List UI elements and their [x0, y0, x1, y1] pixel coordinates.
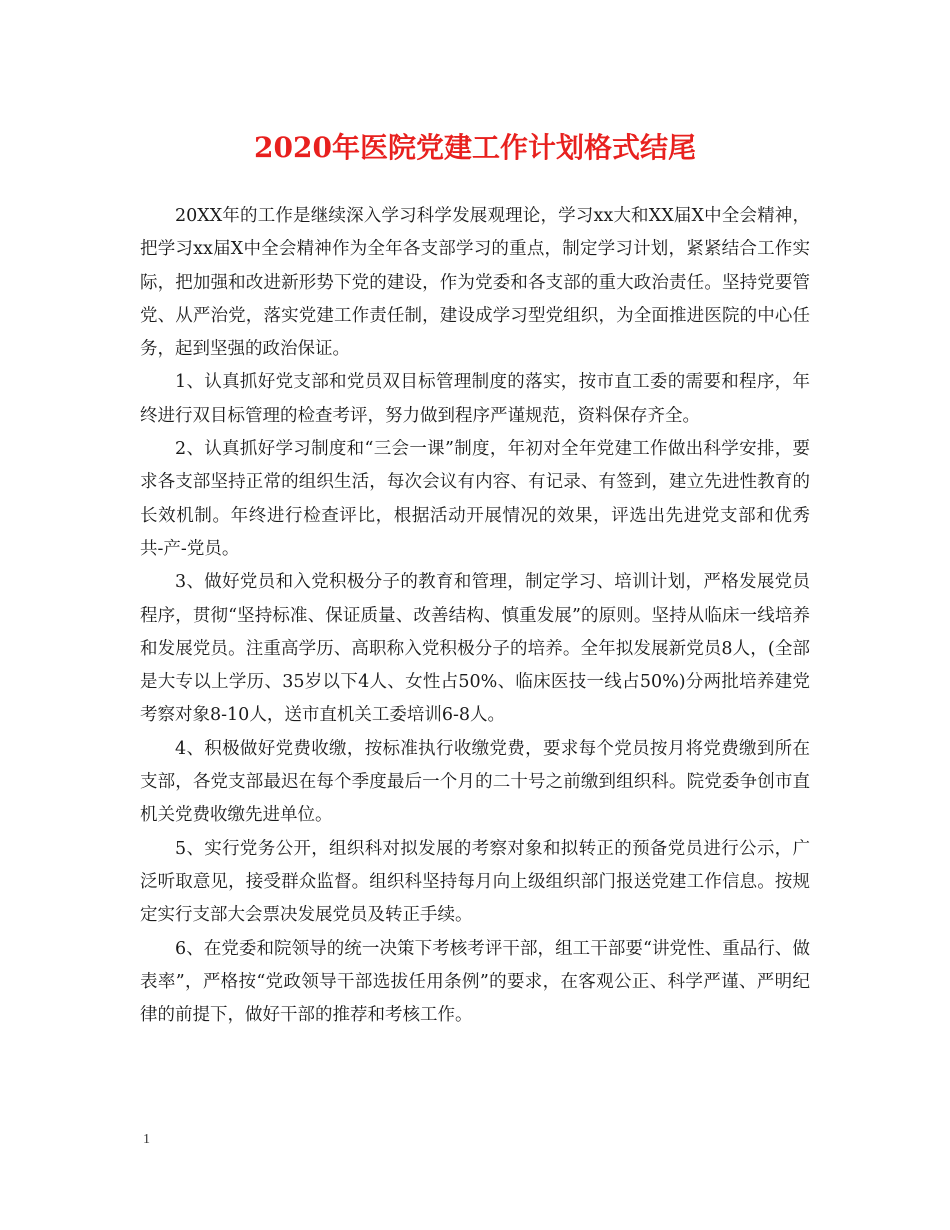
item-paragraph-1: 1、认真抓好党支部和党员双目标管理制度的落实，按市直工委的需要和程序，年终进行双目标管理的检查考评，努力做到程序严谨规范，资料保存齐全。	[140, 372, 810, 426]
intro-paragraph: 20XX年的工作是继续深入学习科学发展观理论，学习xx大和XX届X中全会精神，把学习xx届X中全会精神作为全年各支部学习的重点，制定学习计划，紧紧结合工作实际，把加强和改进新形势下党的建设，作为党委和各支部的重大政治责任。坚持党要管党、从严治党，落实党建工作责任制，建设成学习型党组织，为全面推进医院的中心任务，起到坚强的政治保证。	[140, 206, 810, 360]
item-paragraph-4: 4、积极做好党费收缴，按标准执行收缴党费，要求每个党员按月将党费缴到所在支部，各党支部最迟在每个季度最后一个月的二十号之前缴到组织科。院党委争创市直机关党费收缴先进单位。	[140, 738, 810, 826]
item-paragraph-2: 2、认真抓好学习制度和“三会一课”制度，年初对全年党建工作做出科学安排，要求各支部坚持正常的组织生活，每次会议有内容、有记录、有签到，建立先进性教育的长效机制。年终进行检查评比，根据活动开展情况的效果，评选出先进党支部和优秀共-产-党员。	[140, 439, 810, 559]
item-paragraph-6: 6、在党委和院领导的统一决策下考核考评干部，组工干部要“讲党性、重品行、做表率”，严格按“党政领导干部选拔任用条例”的要求，在客观公正、科学严谨、严明纪律的前提下，做好干部的推荐和考核工作。	[140, 938, 810, 1026]
document-body	[140, 200, 810, 1032]
item-paragraph-3: 3、做好党员和入党积极分子的教育和管理，制定学习、培训计划，严格发展党员程序，贯彻“坚持标准、保证质量、改善结构、慎重发展”的原则。坚持从临床一线培养和发展党员。注重高学历、高职称入党积极分子的培养。全年拟发展新党员8人，(全部是大专以上学历、35岁以下4人、女性占50%、临床医技一线占50%)分两批培养建党考察对象8-10人，送市直机关工委培训6-8人。	[140, 572, 810, 726]
item-paragraph-5: 5、实行党务公开，组织科对拟发展的考察对象和拟转正的预备党员进行公示，广泛听取意见，接受群众监督。组织科坚持每月向上级组织部门报送党建工作信息。按规定实行支部大会票决发展党员及转正手续。	[140, 838, 810, 926]
page-number: 1	[143, 1132, 150, 1147]
document-title: 2020年医院党建工作计划格式结尾	[254, 131, 696, 164]
